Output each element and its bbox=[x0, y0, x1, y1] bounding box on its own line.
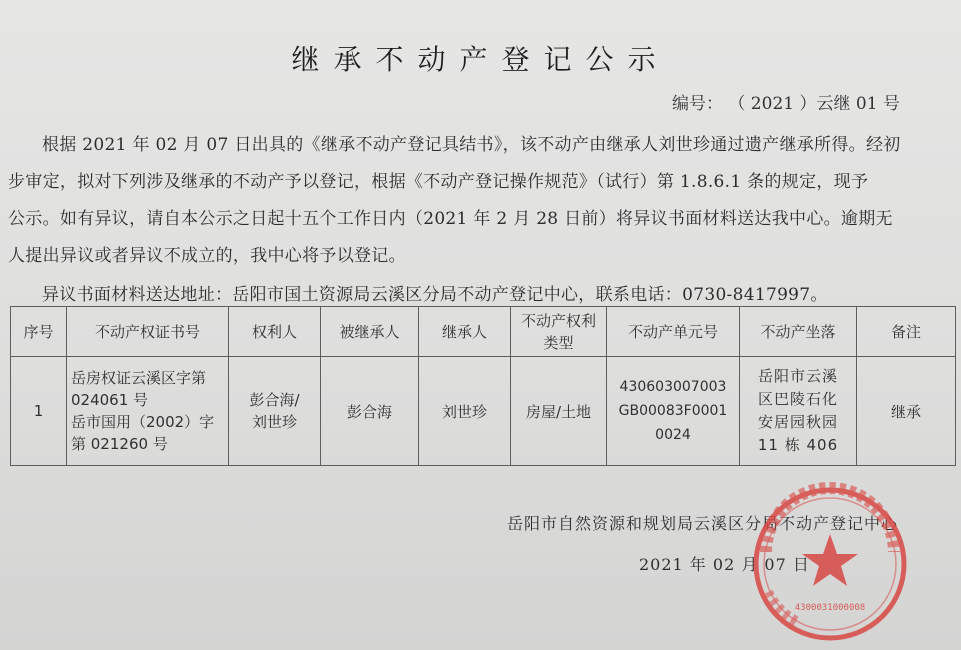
cell-right-type: 房屋/土地 bbox=[511, 357, 607, 466]
header-unit-no: 不动产单元号 bbox=[607, 307, 740, 357]
cell-cert-no bbox=[67, 357, 229, 466]
document-number: 编号： （ 2021 ）云继 01 号 bbox=[672, 94, 900, 114]
cell-unit-no bbox=[607, 357, 740, 466]
paragraph-line-4: 人提出异议或者异议不成立的，我中心将予以登记。 bbox=[8, 246, 406, 266]
cert-line: 岳市国用（2002）字 bbox=[71, 413, 215, 431]
unit-no-line: GB00083F0001 bbox=[618, 403, 728, 419]
header-location: 不动产坐落 bbox=[740, 307, 857, 357]
right-holder-line: 彭合海/ bbox=[249, 391, 300, 409]
header-cert-no: 不动产权证书号 bbox=[67, 307, 229, 357]
header-decedent: 被继承人 bbox=[321, 307, 419, 357]
cell-location bbox=[740, 357, 857, 466]
seal-graphic bbox=[738, 482, 938, 642]
location-line: 岳阳市云溪 bbox=[757, 367, 838, 385]
unit-no-line: 0024 bbox=[655, 427, 691, 443]
table-row bbox=[11, 357, 956, 466]
page-title: 继承不动产登记公示 bbox=[291, 43, 670, 76]
location-line: 11 栋 406 bbox=[757, 436, 839, 454]
cell-decedent: 彭合海 bbox=[321, 357, 419, 466]
location-line: 区巴陵石化 bbox=[757, 390, 838, 408]
header-right-type: 不动产权利类型 bbox=[511, 307, 607, 357]
cell-seq: 1 bbox=[11, 357, 67, 466]
header-heir: 继承人 bbox=[419, 307, 511, 357]
official-seal-stamp bbox=[738, 482, 938, 642]
cell-heir: 刘世珍 bbox=[419, 357, 511, 466]
unit-no-line: 430603007003 bbox=[619, 379, 727, 395]
header-seq: 序号 bbox=[11, 307, 67, 357]
address-line: 异议书面材料送达地址：岳阳市国土资源局云溪区分局不动产登记中心，联系电话：0730-8417997。 bbox=[42, 285, 828, 305]
cert-line: 岳房权证云溪区字第 bbox=[71, 369, 207, 387]
location-line: 安居园秋园 bbox=[757, 413, 838, 431]
issue-date: 2021 年 02 月 07 日 bbox=[639, 555, 810, 574]
paragraph-line-3: 公示。如有异议，请自本公示之日起十五个工作日内（2021 年 2 月 28 日前）将异议书面材料送达我中心。逾期无 bbox=[8, 209, 893, 229]
paragraph-line-2: 步审定，拟对下列涉及继承的不动产予以登记，根据《不动产登记操作规范》（试行）第 1.8.6.1 条的规定，现予 bbox=[8, 172, 869, 192]
right-holder-line: 刘世珍 bbox=[251, 413, 297, 431]
cell-right-holder bbox=[229, 357, 321, 466]
table-header-row bbox=[11, 307, 956, 357]
header-right-holder: 权利人 bbox=[229, 307, 321, 357]
header-remark: 备注 bbox=[857, 307, 956, 357]
issuer-signature: 岳阳市自然资源和规划局云溪区分局不动产登记中心 bbox=[507, 514, 899, 533]
cell-remark: 继承 bbox=[857, 357, 956, 466]
seal-code: 4300031000008 bbox=[794, 603, 866, 613]
cert-line: 第 021260 号 bbox=[71, 435, 168, 453]
paragraph-line-1: 根据 2021 年 02 月 07 日出具的《继承不动产登记具结书》，该不动产由继承人刘世珍通过遗产继承所得。经初 bbox=[42, 135, 901, 155]
property-table bbox=[10, 306, 956, 466]
cert-line: 024061 号 bbox=[71, 391, 149, 409]
